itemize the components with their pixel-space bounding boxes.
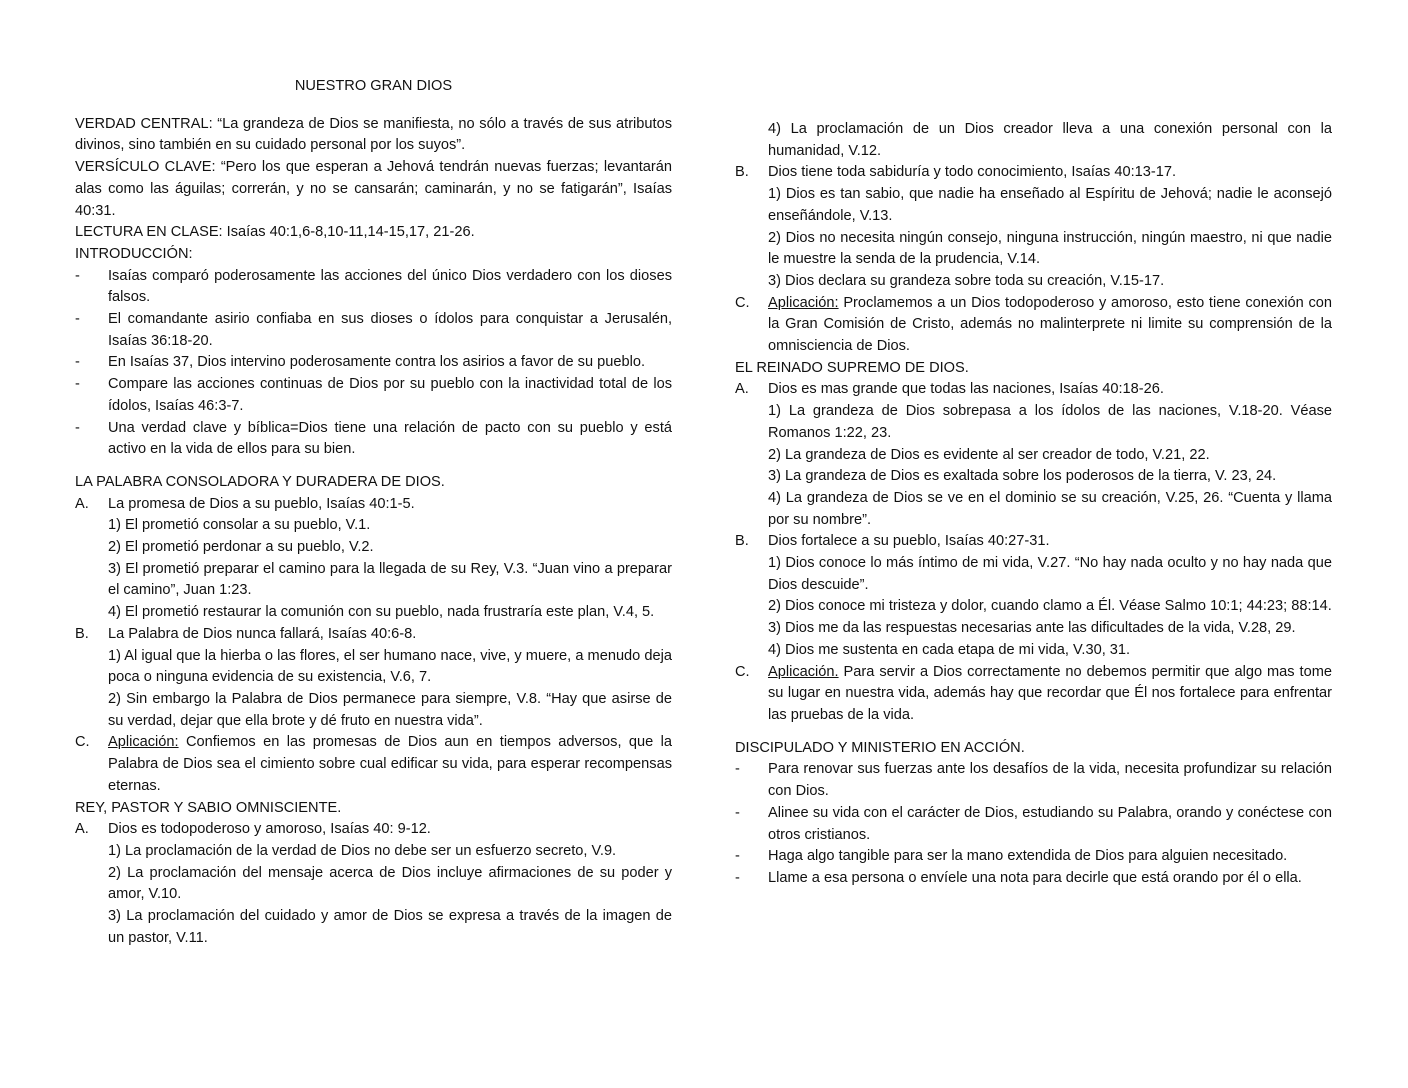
aplicacion-text: Para servir a Dios correctamente no debemos permitir que algo mas tome su lugar en nuestra vida, además hay que recordar que Él nos fortalece para enfrentar las pruebas de la vida. bbox=[768, 663, 1332, 723]
left-column bbox=[75, 0, 672, 949]
outline-item-b: B. Dios fortalece a su pueblo, Isaías 40:27-31. bbox=[735, 533, 1050, 550]
list-item: - Alinee su vida con el carácter de Dios, estudiando su Palabra, orando y conéctese con otros cristianos. bbox=[735, 804, 1332, 843]
aplicacion-text: Proclamemos a un Dios todopoderoso y amoroso, esto tiene conexión con la Gran Comisión de Cristo, además no malinterprete ni limite su comprensión de la omnisciencia de Dios. bbox=[768, 294, 1332, 355]
section-heading-rey: REY, PASTOR Y SABIO OMNISCIENTE. bbox=[75, 799, 342, 816]
sub-point: 1) Dios es tan sabio, que nadie ha enseñado al Espíritu de Jehová; nadie le aconsejó enseñándole, V.13. bbox=[768, 186, 1332, 224]
verdad-central: VERDAD CENTRAL: “La grandeza de Dios se manifiesta, no sólo a través de sus atributos divinos, sino también en su cuidado personal por los suyos”. bbox=[75, 115, 672, 154]
list-item: - Para renovar sus fuerzas ante los desafíos de la vida, necesita profundizar su relación con Dios. bbox=[735, 761, 1332, 800]
outline-item-b: B. La Palabra de Dios nunca fallará, Isaías 40:6-8. bbox=[75, 625, 417, 642]
list-item: - El comandante asirio confiaba en sus dioses o ídolos para conquistar a Jerusalén, Isaías 36:18-20. bbox=[75, 311, 672, 349]
sub-point: 2) La proclamación del mensaje acerca de Dios incluye afirmaciones de su poder y amor, V.10. bbox=[108, 864, 672, 903]
sub-point: 1) La grandeza de Dios sobrepasa a los ídolos de las naciones, V.18-20. Véase Romanos 1:22, 23. bbox=[768, 403, 1332, 441]
list-item: - Una verdad clave y bíblica=Dios tiene una relación de pacto con su pueblo y está activo en la vida de ellos para su bien. bbox=[75, 419, 672, 458]
list-item: - En Isaías 37, Dios intervino poderosamente contra los asirios a favor de su pueblo. bbox=[75, 354, 646, 371]
versiculo-clave: VERSÍCULO CLAVE: “Pero los que esperan a Jehová tendrán nuevas fuerzas; levantarán alas como las águilas; correrán, y no se cansarán; caminarán, y no se fatigarán”, Isaías 40:31. bbox=[75, 159, 672, 219]
outline-item-a: A. Dios es mas grande que todas las naciones, Isaías 40:18-26. bbox=[735, 381, 1164, 398]
outline-item-c: C. Aplicación: Confiemos en las promesas de Dios aun en tiempos adversos, que la Palabra de Dios sea el cimiento sobre cual edificar su vida, para esperar recompensas eternas. bbox=[75, 734, 672, 794]
sub-point: 2) Sin embargo la Palabra de Dios permanece para siempre, V.8. “Hay que asirse de su verdad, dejar que ella brote y dé fruto en nuestra vida”. bbox=[108, 690, 672, 729]
list-item: - Compare las acciones continuas de Dios por su pueblo con la inactividad total de los ídolos, Isaías 46:3-7. bbox=[75, 376, 672, 414]
outline-item-a: A. Dios es todopoderoso y amoroso, Isaías 40: 9-12. bbox=[75, 821, 431, 838]
aplicacion-text: Confiemos en las promesas de Dios aun en tiempos adversos, que la Palabra de Dios sea el cimiento sobre cual edificar su vida, para esperar recompensas eternas. bbox=[108, 734, 672, 794]
sub-point: 2) El prometió perdonar a su pueblo, V.2. bbox=[108, 539, 374, 556]
section-heading-reinado: EL REINADO SUPREMO DE DIOS. bbox=[735, 359, 969, 376]
section-heading-palabra: LA PALABRA CONSOLADORA Y DURADERA DE DIOS. bbox=[75, 473, 445, 490]
sub-point: 4) Dios me sustenta en cada etapa de mi vida, V.30, 31. bbox=[768, 641, 1131, 658]
aplicacion-label: Aplicación: bbox=[108, 734, 179, 751]
outline-item-b: B. Dios tiene toda sabiduría y todo conocimiento, Isaías 40:13-17. bbox=[735, 164, 1177, 181]
list-item: - Isaías comparó poderosamente las acciones del único Dios verdadero con los dioses falsos. bbox=[75, 267, 672, 306]
sub-point: 3) La grandeza de Dios es exaltada sobre los poderosos de la tierra, V. 23, 24. bbox=[768, 468, 1277, 485]
page-title: NUESTRO GRAN DIOS bbox=[294, 78, 453, 94]
section-heading-discipulado: DISCIPULADO Y MINISTERIO EN ACCIÓN. bbox=[735, 739, 1025, 756]
sub-point: 2) La grandeza de Dios es evidente al ser creador de todo, V.21, 22. bbox=[768, 446, 1210, 463]
sub-point: 4) La grandeza de Dios se ve en el dominio se su creación, V.25, 26. “Cuenta y llama por su nombre”. bbox=[768, 489, 1332, 528]
sub-point: 3) El prometió preparar el camino para la llegada de su Rey, V.3. “Juan vino a preparar el camino”, Juan 1:23. bbox=[108, 560, 672, 599]
right-column bbox=[735, 0, 1332, 890]
outline-item-c: C. Aplicación: Proclamemos a un Dios todopoderoso y amoroso, esto tiene conexión con la Gran Comisión de Cristo, además no malinterprete ni limite su comprensión de la omnisciencia de Dios. bbox=[735, 294, 1332, 355]
sub-point: 3) Dios me da las respuestas necesarias ante las dificultades de la vida, V.28, 29. bbox=[768, 620, 1296, 637]
outline-item-a: A. La promesa de Dios a su pueblo, Isaías 40:1-5. bbox=[75, 495, 415, 512]
sub-point: 1) Dios conoce lo más íntimo de mi vida, V.27. “No hay nada oculto y no hay nada que Dios descuide”. bbox=[768, 555, 1332, 593]
sub-point: 2) Dios conoce mi tristeza y dolor, cuando clamo a Él. Véase Salmo 10:1; 44:23; 88:14. bbox=[768, 598, 1332, 615]
sub-point: 4) El prometió restaurar la comunión con su pueblo, nada frustraría este plan, V.4, 5. bbox=[108, 604, 655, 621]
sub-point: 2) Dios no necesita ningún consejo, ninguna instrucción, ningún maestro, ni que nadie le muestre la senda de la prudencia, V.14. bbox=[768, 229, 1332, 268]
list-item: - Haga algo tangible para ser la mano extendida de Dios para alguien necesitado. bbox=[735, 848, 1288, 865]
intro-heading: INTRODUCCIÓN: bbox=[75, 245, 193, 262]
sub-point: 4) La proclamación de un Dios creador lleva a una conexión personal con la humanidad, V.12. bbox=[768, 121, 1332, 159]
sub-point: 1) Al igual que la hierba o las flores, el ser humano nace, vive, y muere, a menudo deja poca o ninguna evidencia de su existencia, V.6, 7. bbox=[108, 647, 672, 686]
sub-point: 3) La proclamación del cuidado y amor de Dios se expresa a través de la imagen de un pastor, V.11. bbox=[108, 908, 672, 946]
sub-point: 1) La proclamación de la verdad de Dios no debe ser un esfuerzo secreto, V.9. bbox=[108, 842, 617, 859]
list-item: - Llame a esa persona o envíele una nota para decirle que está orando por él o ella. bbox=[735, 869, 1302, 886]
aplicacion-label: Aplicación: bbox=[768, 294, 839, 311]
outline-item-c: C. Aplicación. Para servir a Dios correctamente no debemos permitir que algo mas tome su lugar en nuestra vida, además hay que recordar que Él nos fortalece para enfrentar las pruebas de la vida. bbox=[735, 663, 1332, 723]
lectura-en-clase: LECTURA EN CLASE: Isaías 40:1,6-8,10-11,14-15,17, 21-26. bbox=[75, 224, 475, 241]
sub-point: 3) Dios declara su grandeza sobre toda su creación, V.15-17. bbox=[768, 272, 1165, 289]
sub-point: 1) El prometió consolar a su pueblo, V.1. bbox=[108, 517, 371, 534]
aplicacion-label: Aplicación. bbox=[768, 663, 839, 680]
